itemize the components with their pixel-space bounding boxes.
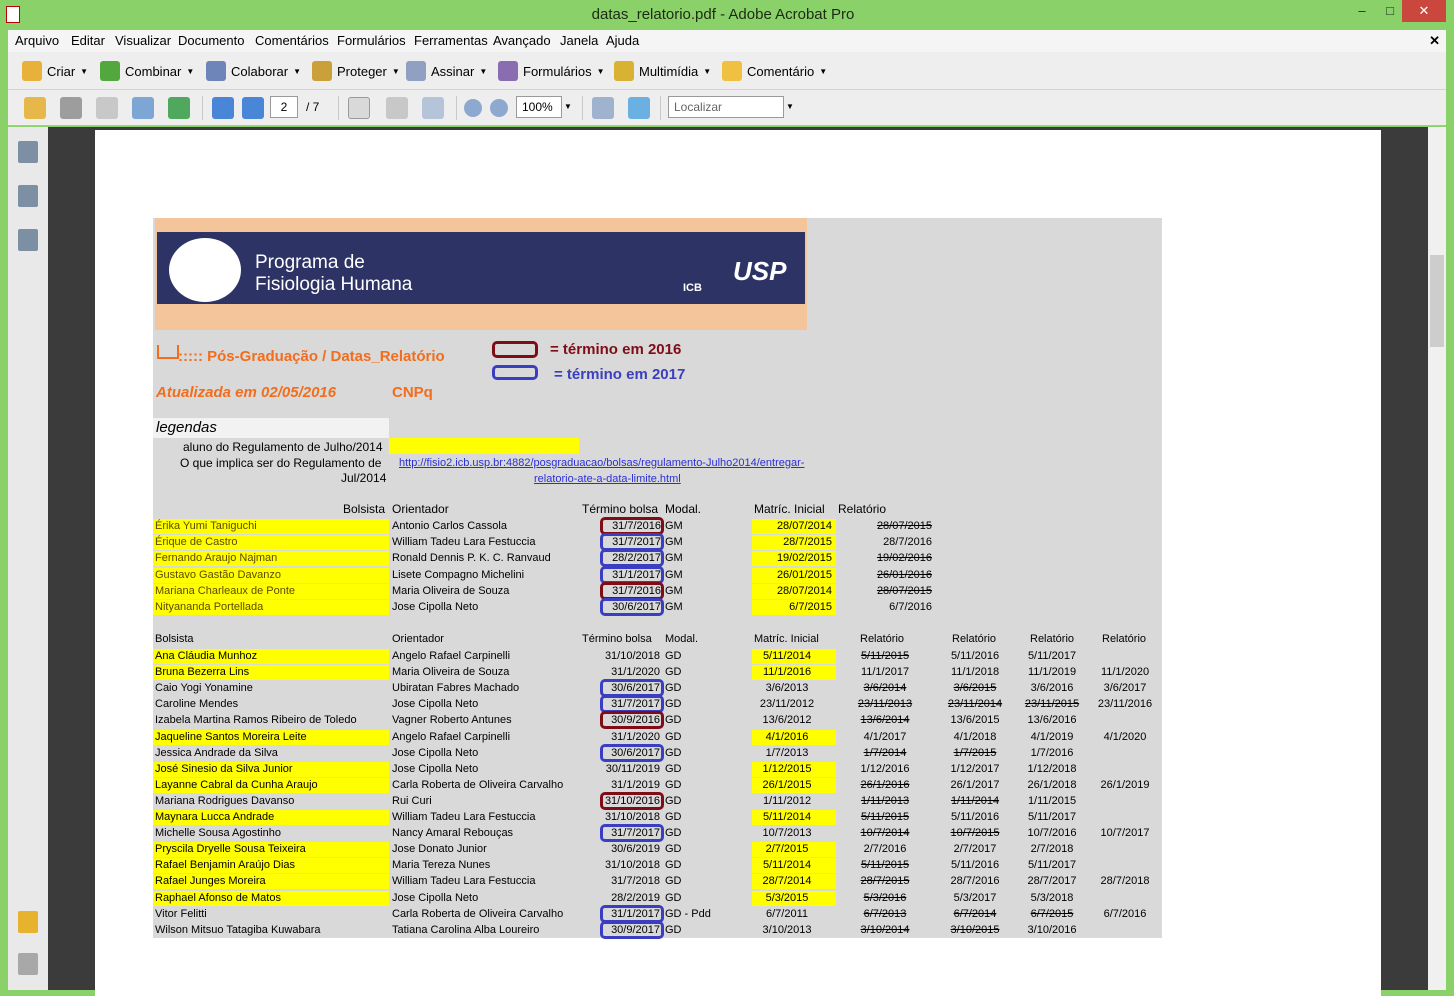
table-row-matricula: 1/11/2012: [762, 794, 812, 807]
table-row-relatorio: 4/1/2017: [863, 730, 907, 743]
table-row-bolsista: Raphael Afonso de Matos: [155, 891, 281, 904]
table-row-modal: GD: [665, 875, 682, 888]
table-row-relatorio: 6/7/2016: [1103, 907, 1147, 920]
table-row-matricula: 5/11/2014: [762, 650, 812, 662]
regulation-link-cont[interactable]: relatorio-ate-a-data-limite.html: [534, 473, 681, 485]
breadcrumb: ::::: Pós-Graduação / Datas_Relatório: [178, 348, 445, 365]
table-row-relatorio: 2/7/2018: [1030, 843, 1074, 856]
table-row-matricula: 6/7/2011: [765, 907, 808, 920]
find-input[interactable]: Localizar: [668, 96, 784, 118]
table-row-relatorio: 5/3/2018: [1030, 891, 1074, 904]
table1-header: Matríc. Inicial: [754, 502, 825, 516]
table-row-relatorio: 5/11/2016: [950, 650, 1000, 662]
table-row-bolsista: Pryscila Dryelle Sousa Teixeira: [155, 843, 306, 856]
page-count: / 7: [306, 100, 320, 114]
table-row-termino: 31/7/2018: [611, 875, 660, 888]
table-row-relatorio: 28/7/2016: [883, 536, 932, 549]
table-row-modal: GD: [665, 682, 682, 695]
zoom-dropdown-icon[interactable]: ▼: [564, 102, 572, 111]
table-row-bolsista: Maynara Lucca Andrade: [155, 811, 275, 823]
zoom-in-icon[interactable]: [490, 99, 508, 117]
termino-highlight: [600, 598, 664, 616]
table-row-bolsista: Vitor Felitti: [155, 907, 207, 920]
table-row-orientador: Jose Cipolla Neto: [392, 746, 479, 759]
zoom-level-input[interactable]: 100%: [516, 96, 562, 118]
navigation-pane: [8, 127, 48, 990]
table1-header: Bolsista: [343, 502, 386, 516]
table-row-relatorio: 2/7/2017: [953, 843, 997, 856]
table-row-relatorio: 2/7/2016: [863, 843, 907, 856]
table-row-orientador: Lisete Compagno Michelini: [392, 568, 525, 581]
table-row-relatorio: 23/11/2016: [1097, 698, 1153, 711]
termino-highlight: [600, 566, 664, 584]
table-row-relatorio: 4/1/2018: [953, 730, 997, 743]
table-row-modal: GM: [665, 601, 683, 613]
updated-date: Atualizada em 02/05/2016: [156, 384, 337, 401]
program-logo-icon: [169, 238, 241, 302]
table-row-matricula: 2/7/2015: [765, 843, 809, 856]
table-row-orientador: Jose Cipolla Neto: [392, 698, 479, 711]
table-row-termino: 28/2/2019: [611, 891, 660, 904]
table-row-relatorio: 5/11/2017: [1027, 650, 1077, 662]
table-row-matricula: 26/01/2015: [776, 568, 832, 581]
table-row-matricula: 19/02/2015: [776, 552, 832, 565]
table-row-matricula: 5/11/2014: [762, 859, 812, 872]
table-row-matricula: 28/7/2015: [783, 536, 832, 549]
table-row-orientador: Nancy Amaral Rebouças: [392, 827, 514, 840]
table-row-modal: GD: [665, 650, 682, 662]
table-row-bolsista: José Sinesio da Silva Junior: [155, 762, 293, 775]
close-document-icon[interactable]: ✕: [1429, 33, 1440, 48]
table2-header: Relatório: [860, 633, 905, 645]
table-row-relatorio: 3/6/2015: [953, 682, 997, 695]
usp-logo: USP: [733, 256, 787, 286]
table-row-termino: 31/7/2016: [612, 584, 661, 597]
upload-icon[interactable]: [168, 97, 190, 119]
menu-ajuda[interactable]: Ajuda: [606, 33, 640, 48]
termino-highlight: [600, 921, 664, 939]
table-row-relatorio: 1/12/2018: [1027, 762, 1077, 775]
table-row-termino: 28/2/2017: [612, 552, 661, 565]
table-row-matricula: 11/1/2016: [762, 666, 812, 679]
comment-bubble-icon: [722, 61, 742, 81]
table-row-relatorio: 5/11/2016: [950, 859, 1000, 872]
termino-highlight: [600, 711, 664, 729]
collaborate-icon: [206, 61, 226, 81]
table-row-bolsista: Jaqueline Santos Moreira Leite: [155, 730, 307, 743]
agency-label: CNPq: [392, 384, 433, 401]
combine-icon: [100, 61, 120, 81]
table-row-matricula: 5/11/2014: [762, 811, 812, 823]
table-row-matricula: 10/7/2013: [762, 827, 812, 840]
table-row-relatorio: 26/01/2016: [876, 568, 932, 581]
open-folder-icon[interactable]: [24, 97, 46, 119]
close-button[interactable]: ✕: [1402, 0, 1446, 22]
table-row-relatorio: 5/3/2016: [863, 891, 907, 904]
table-row-relatorio: 1/7/2015: [953, 746, 997, 759]
table2-header: Relatório: [1102, 633, 1147, 645]
legend-implication-label: O que implica ser do Regulamento de: [180, 456, 382, 470]
table-row-relatorio: 1/12/2016: [860, 762, 910, 775]
menu-formularios[interactable]: Formulários: [337, 33, 406, 48]
table-row-bolsista: Érika Yumi Taniguchi: [155, 520, 257, 532]
table-row-termino: 31/10/2018: [604, 650, 660, 662]
regulation-link[interactable]: http://fisio2.icb.usp.br:4882/posgraduacao/bolsas/regulamento-Julho2014/entregar-: [399, 457, 805, 469]
home-icon[interactable]: [157, 345, 179, 359]
table-row-relatorio: 3/6/2017: [1103, 682, 1147, 695]
table-row-orientador: Ronald Dennis P. K. C. Ranvaud: [392, 552, 551, 565]
table-row-relatorio: 5/3/2017: [953, 891, 997, 904]
table-row-termino: 31/7/2017: [612, 536, 661, 549]
table-row-relatorio: 13/6/2015: [950, 714, 1000, 727]
termino-highlight: [600, 792, 664, 810]
table-row-orientador: Carla Roberta de Oliveira Carvalho: [392, 907, 564, 920]
table-row-orientador: Maria Oliveira de Souza: [392, 584, 510, 597]
table-row-termino: 30/6/2017: [611, 746, 660, 759]
table-row-bolsista: Mariana Charleaux de Ponte: [155, 584, 296, 597]
scrollbar-thumb[interactable]: [1430, 255, 1444, 347]
table1-header: Orientador: [392, 502, 449, 516]
table-row-modal: GD: [665, 827, 682, 840]
table-row-relatorio: 6/7/2015: [1030, 907, 1074, 920]
menu-arquivo[interactable]: Arquivo: [15, 33, 60, 48]
table-row-bolsista: Érique de Castro: [155, 536, 238, 549]
lock-icon: [312, 61, 332, 81]
table-row-relatorio: 28/7/2017: [1027, 875, 1077, 888]
table-row-modal: GD: [665, 762, 682, 775]
table-row-bolsista: Michelle Sousa Agostinho: [155, 827, 281, 840]
table1-header: Término bolsa: [582, 502, 659, 516]
table-row-matricula: 26/1/2015: [762, 778, 812, 791]
table-row-matricula: 28/07/2014: [776, 520, 832, 532]
table-row-relatorio: 28/7/2015: [860, 875, 910, 888]
table-row-relatorio: 6/7/2016: [889, 601, 932, 613]
table-row-relatorio: 26/1/2016: [860, 778, 910, 791]
table-row-relatorio: 26/1/2018: [1027, 778, 1077, 791]
protect-button[interactable]: Proteger ▼: [312, 60, 400, 82]
combine-button[interactable]: Combinar ▼: [100, 60, 194, 82]
table-row-orientador: Jose Cipolla Neto: [392, 762, 479, 775]
table-row-bolsista: Gustavo Gastão Davanzo: [155, 568, 281, 581]
table-row-relatorio: 3/10/2016: [1027, 923, 1077, 936]
table-row-modal: GD - Pdd: [665, 907, 711, 920]
attachments-panel-icon[interactable]: [18, 953, 38, 975]
menu-editar[interactable]: Editar: [71, 33, 105, 48]
table-row-relatorio: 4/1/2019: [1030, 730, 1074, 743]
multimedia-button[interactable]: Multimídia ▼: [614, 60, 711, 82]
menu-avancado[interactable]: Avançado: [493, 33, 551, 48]
table-row-relatorio: 5/11/2015: [860, 650, 910, 662]
table-row-relatorio: 5/11/2017: [1027, 859, 1077, 872]
table-row-termino: 30/6/2017: [612, 601, 661, 613]
table-row-matricula: 4/1/2016: [765, 730, 809, 743]
table-row-relatorio: 26/1/2019: [1100, 778, 1150, 791]
table-row-orientador: Maria Oliveira de Souza: [392, 666, 510, 679]
print-icon[interactable]: [60, 97, 82, 119]
menu-comentarios[interactable]: Comentários: [255, 33, 329, 48]
table-row-modal: GD: [665, 698, 682, 711]
table-row-termino: 31/1/2020: [611, 666, 660, 679]
table-row-orientador: Tatiana Carolina Alba Loureiro: [392, 923, 540, 936]
table-row-orientador: Angelo Rafael Carpinelli: [392, 650, 511, 662]
table-row-modal: GD: [665, 859, 682, 872]
termino-highlight: [600, 824, 664, 842]
table-row-modal: GD: [665, 666, 682, 679]
multimedia-icon: [614, 61, 634, 81]
table-row-bolsista: Caroline Mendes: [155, 698, 239, 711]
table-row-orientador: Rui Curi: [392, 794, 432, 807]
table-row-modal: GD: [665, 794, 682, 807]
table2-header: Modal.: [665, 633, 699, 645]
bookmarks-panel-icon[interactable]: [18, 185, 38, 207]
legend-blue-label: = término em 2017: [554, 366, 686, 383]
forms-button[interactable]: Formulários ▼: [498, 60, 605, 82]
previous-page-icon[interactable]: [212, 97, 234, 119]
collaborate-button[interactable]: Colaborar ▼: [206, 60, 301, 82]
termino-highlight: [600, 744, 664, 762]
table-row-modal: GM: [665, 568, 683, 581]
table1-header: Modal.: [665, 502, 702, 516]
menu-janela[interactable]: Janela: [560, 33, 599, 48]
title-bar: [0, 0, 1446, 30]
table-row-termino: 31/1/2017: [612, 568, 661, 581]
table-row-relatorio: 11/1/2020: [1100, 666, 1150, 679]
table-row-orientador: William Tadeu Lara Festuccia: [392, 811, 536, 823]
table-row-relatorio: 23/11/2013: [857, 698, 913, 711]
table-row-relatorio: 3/10/2015: [950, 923, 1000, 936]
table-row-matricula: 28/7/2014: [762, 875, 812, 888]
table-row-modal: GD: [665, 778, 682, 791]
table-row-orientador: William Tadeu Lara Festuccia: [392, 875, 536, 888]
table-row-modal: GD: [665, 843, 682, 856]
table-row-relatorio: 11/1/2017: [860, 666, 910, 679]
table-row-modal: GM: [665, 520, 683, 532]
table-row-relatorio: 10/7/2014: [860, 827, 910, 840]
pen-icon: [406, 61, 426, 81]
table2-header: Relatório: [952, 633, 997, 645]
table-row-relatorio: 6/7/2014: [953, 907, 997, 920]
table-row-matricula: 3/6/2013: [765, 682, 809, 695]
signatures-panel-icon[interactable]: [18, 229, 38, 251]
table-row-modal: GM: [665, 584, 683, 597]
table-row-relatorio: 11/1/2019: [1027, 666, 1077, 679]
window-title: datas_relatorio.pdf - Adobe Acrobat Pro: [591, 6, 855, 23]
table-row-termino: 30/9/2016: [611, 714, 660, 727]
table-row-relatorio: 1/11/2014: [950, 794, 1000, 807]
table-row-bolsista: Mariana Rodrigues Davanso: [155, 794, 295, 807]
select-tool-icon[interactable]: [348, 97, 370, 119]
table2-header: Bolsista: [155, 633, 194, 645]
table-row-bolsista: Rafael Benjamin Araújo Dias: [155, 859, 296, 872]
table-row-matricula: 23/11/2012: [759, 698, 815, 711]
table-row-orientador: Jose Cipolla Neto: [392, 891, 479, 904]
find-dropdown-icon[interactable]: ▼: [786, 102, 794, 111]
table-row-orientador: Angelo Rafael Carpinelli: [392, 730, 511, 743]
table-row-bolsista: Rafael Junges Moreira: [155, 875, 266, 888]
table-row-matricula: 3/10/2013: [762, 923, 812, 936]
table-row-bolsista: Ana Cláudia Munhoz: [155, 650, 258, 662]
zoom-tool-icon[interactable]: [422, 97, 444, 119]
table-row-bolsista: Layanne Cabral da Cunha Araujo: [155, 778, 318, 791]
table-row-termino: 30/6/2019: [611, 843, 660, 856]
table-row-termino: 30/6/2017: [611, 682, 660, 695]
table-row-relatorio: 3/10/2014: [860, 923, 910, 936]
table-row-relatorio: 5/11/2016: [950, 811, 1000, 823]
table-row-relatorio: 10/7/2017: [1100, 827, 1150, 840]
table-row-relatorio: 28/7/2018: [1100, 875, 1150, 888]
table-row-relatorio: 1/7/2014: [863, 746, 907, 759]
table-row-relatorio: 1/7/2016: [1030, 746, 1074, 759]
table-row-matricula: 1/12/2015: [762, 762, 812, 775]
vertical-scrollbar[interactable]: [1428, 127, 1446, 990]
table-row-relatorio: 28/07/2015: [876, 520, 932, 532]
table-row-orientador: William Tadeu Lara Festuccia: [392, 536, 536, 549]
table-row-termino: 31/10/2016: [604, 794, 660, 807]
table-row-termino: 30/11/2019: [605, 762, 660, 775]
table-row-relatorio: 4/1/2020: [1103, 730, 1147, 743]
legend-yellow-swatch: [389, 438, 579, 454]
table-row-termino: 31/1/2020: [611, 730, 660, 743]
zoom-out-icon[interactable]: [464, 99, 482, 117]
table-row-bolsista: Fernando Araujo Najman: [155, 552, 278, 565]
table-row-relatorio: 1/11/2013: [860, 794, 910, 807]
table-row-relatorio: 26/1/2017: [950, 778, 1000, 791]
table-row-orientador: Vagner Roberto Antunes: [392, 714, 512, 727]
fit-page-icon[interactable]: [628, 97, 650, 119]
hand-tool-icon[interactable]: [386, 97, 408, 119]
table-row-relatorio: 10/7/2016: [1027, 827, 1077, 840]
table-row-relatorio: 28/07/2015: [876, 584, 932, 597]
create-icon: [22, 61, 42, 81]
table-row-bolsista: Jessica Andrade da Silva: [155, 746, 278, 759]
table-row-modal: GD: [665, 811, 682, 823]
table-row-relatorio: 10/7/2015: [950, 827, 1000, 840]
table-row-relatorio: 6/7/2013: [863, 907, 907, 920]
table-row-relatorio: 1/11/2015: [1027, 794, 1077, 807]
table-row-orientador: Jose Donato Junior: [392, 843, 487, 856]
table-row-modal: GD: [665, 891, 682, 904]
table-row-relatorio: 13/6/2014: [860, 714, 910, 727]
menu-documento[interactable]: Documento: [178, 33, 245, 48]
table-row-relatorio: 3/6/2016: [1030, 682, 1074, 695]
table-row-modal: GD: [665, 730, 682, 743]
legend-red-box: [492, 341, 538, 358]
table-row-bolsista: Izabela Martina Ramos Ribeiro de Toledo: [155, 714, 357, 727]
comment-button[interactable]: Comentário ▼: [722, 60, 827, 82]
minimize-button[interactable]: –: [1358, 3, 1366, 18]
table-row-modal: GD: [665, 923, 682, 936]
task-toolbar: [8, 52, 1446, 90]
table-row-bolsista: Bruna Bezerra Lins: [155, 666, 250, 679]
table-row-modal: GM: [665, 552, 683, 565]
table-row-modal: GD: [665, 714, 682, 727]
program-banner: Programa de Fisiologia Humana ICB USP: [155, 218, 807, 330]
table-row-relatorio: 5/11/2015: [860, 859, 910, 872]
page-number-input[interactable]: 2: [270, 96, 298, 118]
table-row-relatorio: 5/11/2017: [1027, 811, 1077, 823]
menu-visualizar[interactable]: Visualizar: [115, 33, 172, 48]
table-row-relatorio: 3/6/2014: [863, 682, 907, 695]
form-icon: [498, 61, 518, 81]
fit-width-icon[interactable]: [592, 97, 614, 119]
table-row-termino: 31/1/2017: [611, 907, 660, 920]
legends-heading: legendas: [156, 419, 217, 436]
table-row-modal: GD: [665, 746, 682, 759]
email-icon[interactable]: [132, 97, 154, 119]
create-button[interactable]: Criar ▼: [22, 60, 88, 82]
table2-header: Matríc. Inicial: [754, 633, 819, 645]
save-icon[interactable]: [96, 97, 118, 119]
table-row-matricula: 5/3/2015: [765, 891, 809, 904]
table-row-termino: 31/10/2018: [604, 859, 660, 872]
table-row-relatorio: 1/12/2017: [950, 762, 1000, 775]
table-row-orientador: Maria Tereza Nunes: [392, 859, 491, 872]
table-row-termino: 31/7/2016: [612, 520, 661, 532]
table-row-matricula: 28/07/2014: [776, 584, 832, 597]
legend-regulation-label: aluno do Regulamento de Julho/2014: [183, 440, 383, 454]
table-row-orientador: Jose Cipolla Neto: [392, 601, 479, 613]
table-row-bolsista: Caio Yogi Yonamine: [155, 682, 253, 695]
table-row-matricula: 6/7/2015: [789, 601, 832, 613]
table-row-relatorio: 19/02/2016: [876, 552, 932, 565]
table-row-termino: 31/1/2019: [611, 778, 660, 791]
table-row-orientador: Ubiratan Fabres Machado: [392, 682, 520, 695]
table-row-orientador: Antonio Carlos Cassola: [392, 520, 507, 532]
table2-header: Relatório: [1030, 633, 1075, 645]
pages-panel-icon[interactable]: [18, 141, 38, 163]
table-row-relatorio: 11/1/2018: [950, 666, 1000, 679]
table-row-relatorio: 28/7/2016: [950, 875, 1000, 888]
sign-button[interactable]: Assinar ▼: [406, 60, 487, 82]
table-row-matricula: 1/7/2013: [765, 746, 809, 759]
table-row-relatorio: 23/11/2014: [947, 698, 1003, 711]
comments-panel-icon[interactable]: [18, 911, 38, 933]
table-row-termino: 31/7/2017: [611, 827, 660, 840]
legend-red-label: = término em 2016: [550, 341, 682, 358]
table-row-termino: 30/9/2017: [611, 923, 660, 936]
maximize-button[interactable]: □: [1386, 3, 1394, 18]
legend-blue-box: [492, 365, 538, 380]
table-row-bolsista: Nityananda Portellada: [155, 601, 264, 613]
menu-bar: [8, 30, 1446, 52]
table-row-relatorio: 23/11/2015: [1024, 698, 1080, 711]
termino-highlight: [600, 549, 664, 567]
menu-ferramentas[interactable]: Ferramentas: [414, 33, 488, 48]
table-row-relatorio: 5/11/2015: [860, 811, 910, 823]
next-page-icon[interactable]: [242, 97, 264, 119]
navigation-toolbar: [8, 90, 1446, 126]
table1-header: Relatório: [838, 502, 887, 516]
table2-header: Término bolsa: [582, 633, 652, 645]
table-row-bolsista: Wilson Mitsuo Tatagiba Kuwabara: [155, 923, 321, 936]
table-row-termino: 31/10/2018: [604, 811, 660, 823]
table-row-relatorio: 13/6/2016: [1027, 714, 1077, 727]
table-row-modal: GM: [665, 536, 683, 549]
table2-header: Orientador: [392, 633, 444, 645]
termino-highlight: [600, 905, 664, 923]
table-row-orientador: Carla Roberta de Oliveira Carvalho: [392, 778, 564, 791]
table-row-termino: 31/7/2017: [611, 698, 660, 711]
table-row-matricula: 13/6/2012: [762, 714, 812, 727]
icb-logo: ICB: [683, 282, 702, 294]
